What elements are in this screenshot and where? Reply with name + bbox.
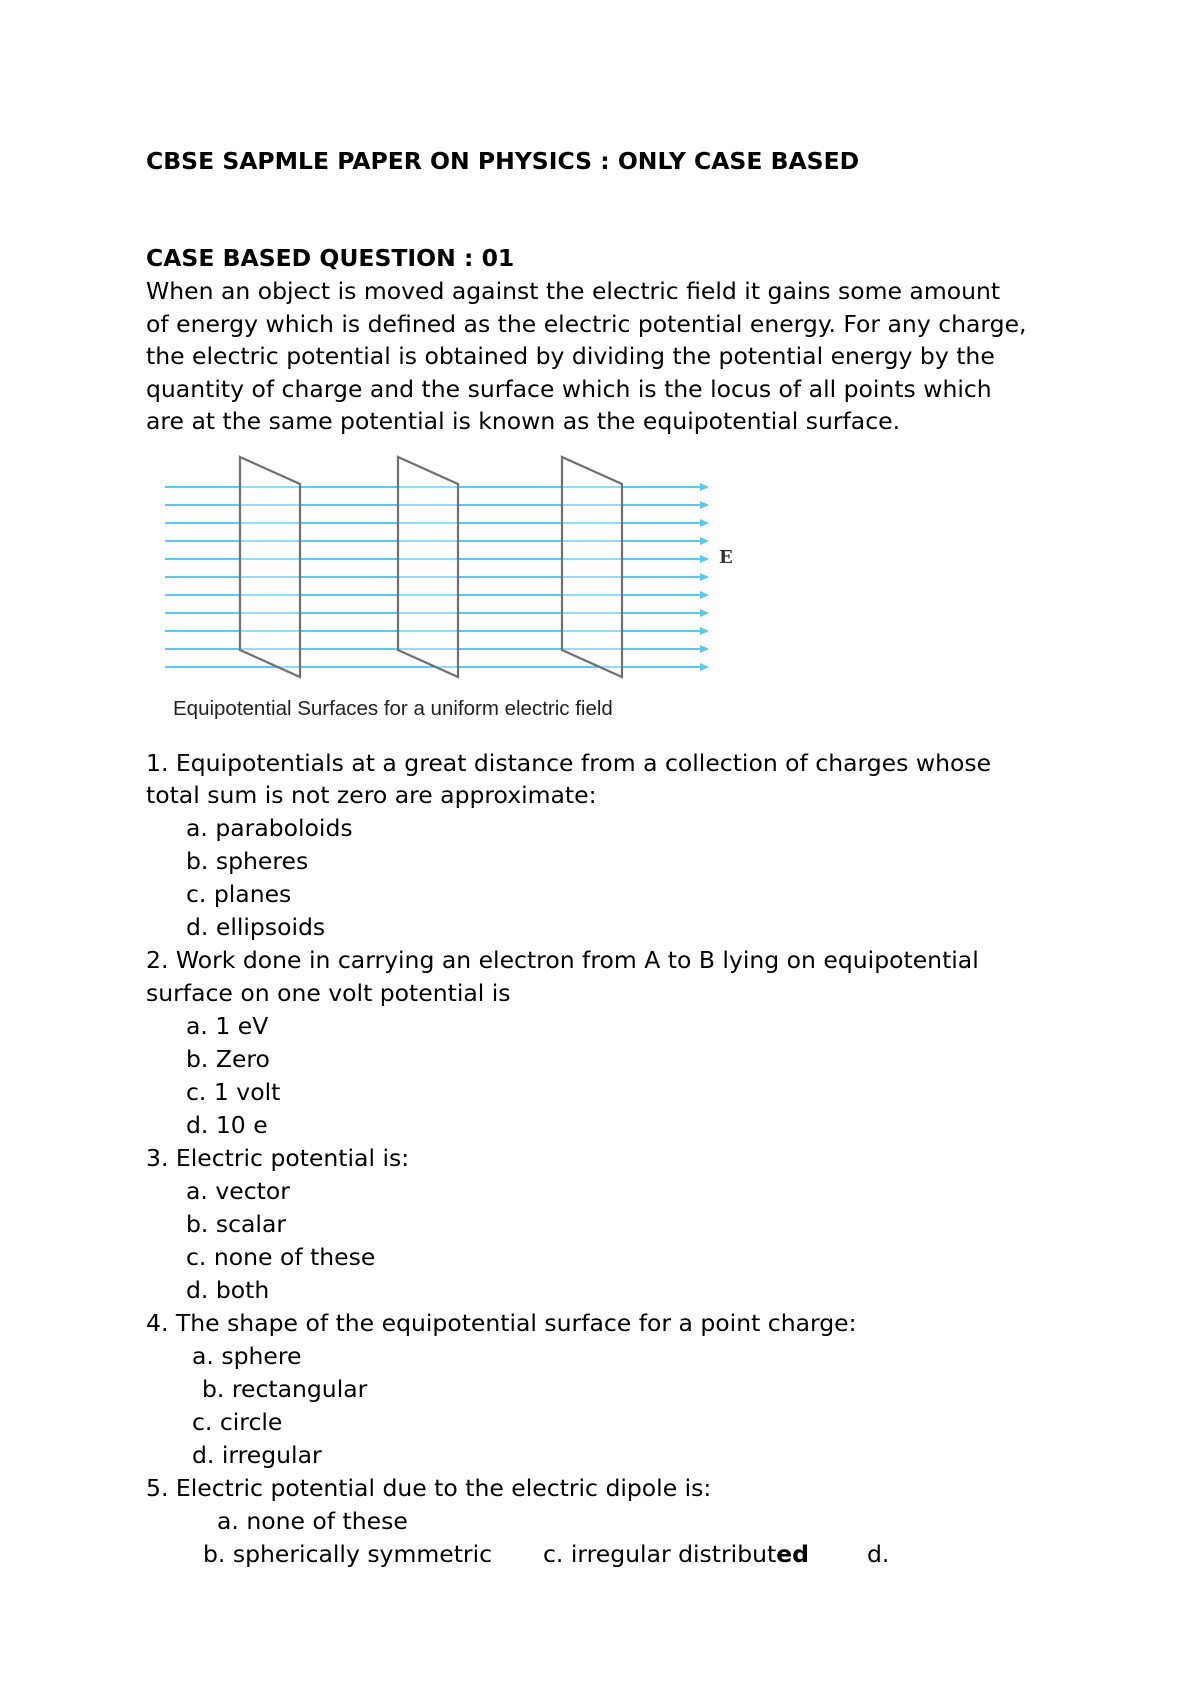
q4-option-a: a. sphere [192,1342,302,1370]
field-arrowhead [700,555,709,563]
q5-option-d: d. [867,1540,890,1568]
q5-option-c-text: c. irregular distribut [543,1540,777,1568]
q3-option-a: a. vector [186,1177,290,1205]
q4-option-b: b. rectangular [202,1375,368,1403]
equipotential-plate [240,457,300,677]
q1-option-a: a. paraboloids [186,814,353,842]
question-2-line-1: 2. Work done in carrying an electron from A to B lying on equipotential [146,946,979,974]
figure-caption: Equipotential Surfaces for a uniform electric field [173,697,613,720]
field-arrowhead [700,627,709,635]
q2-option-d: d. 10 e [186,1111,268,1139]
field-arrowhead [700,645,709,653]
q1-option-d: d. ellipsoids [186,913,326,941]
case-heading: CASE BASED QUESTION : 01 [146,244,515,272]
case-passage [146,275,1076,438]
field-arrowhead [700,483,709,491]
question-1-line-2: total sum is not zero are approximate: [146,781,597,809]
field-arrowhead [700,663,709,671]
passage-line: are at the same potential is known as the equipotential surface. [146,407,901,436]
question-5-line-1: 5. Electric potential due to the electric dipole is: [146,1474,712,1502]
field-arrowhead [700,591,709,599]
equipotential-plates [240,457,622,677]
q1-option-c: c. planes [186,880,292,908]
equipotential-plate [562,457,622,677]
field-arrowhead [700,573,709,581]
question-2-line-2: surface on one volt potential is [146,979,511,1007]
question-1-line-1: 1. Equipotentials at a great distance from a collection of charges whose [146,749,992,777]
q5-option-c-bold-suffix: ed [776,1540,809,1568]
field-arrowhead [700,501,709,509]
field-arrowhead [700,519,709,527]
q4-option-d: d. irregular [192,1441,322,1469]
passage-line: the electric potential is obtained by dividing the potential energy by the [146,342,995,371]
q3-option-c: c. none of these [186,1243,376,1271]
equipotential-plate [398,457,458,677]
q2-option-c: c. 1 volt [186,1078,281,1106]
field-label: E [719,547,733,568]
passage-line: When an object is moved against the electric field it gains some amount [146,277,1001,305]
field-arrowhead [700,537,709,545]
field-arrowhead [700,609,709,617]
q2-option-a: a. 1 eV [186,1012,269,1040]
q5-option-c [543,1538,809,1570]
q2-option-b: b. Zero [186,1045,270,1073]
q1-option-b: b. spheres [186,847,309,875]
question-3-line-1: 3. Electric potential is: [146,1144,410,1172]
q5-options-row [203,1538,889,1570]
q5-option-a: a. none of these [217,1507,408,1535]
q3-option-b: b. scalar [186,1210,287,1238]
q4-option-c: c. circle [192,1408,283,1436]
q3-option-d: d. both [186,1276,270,1304]
q5-option-b: b. spherically symmetric [203,1540,493,1568]
paper-title: CBSE SAPMLE PAPER ON PHYSICS : ONLY CASE BASED [146,147,860,175]
passage-line: quantity of charge and the surface which is the locus of all points which [146,374,992,403]
question-4-line-1: 4. The shape of the equipotential surface for a point charge: [146,1309,857,1337]
passage-line: of energy which is defined as the electric potential energy. For any charge, [146,309,1027,338]
